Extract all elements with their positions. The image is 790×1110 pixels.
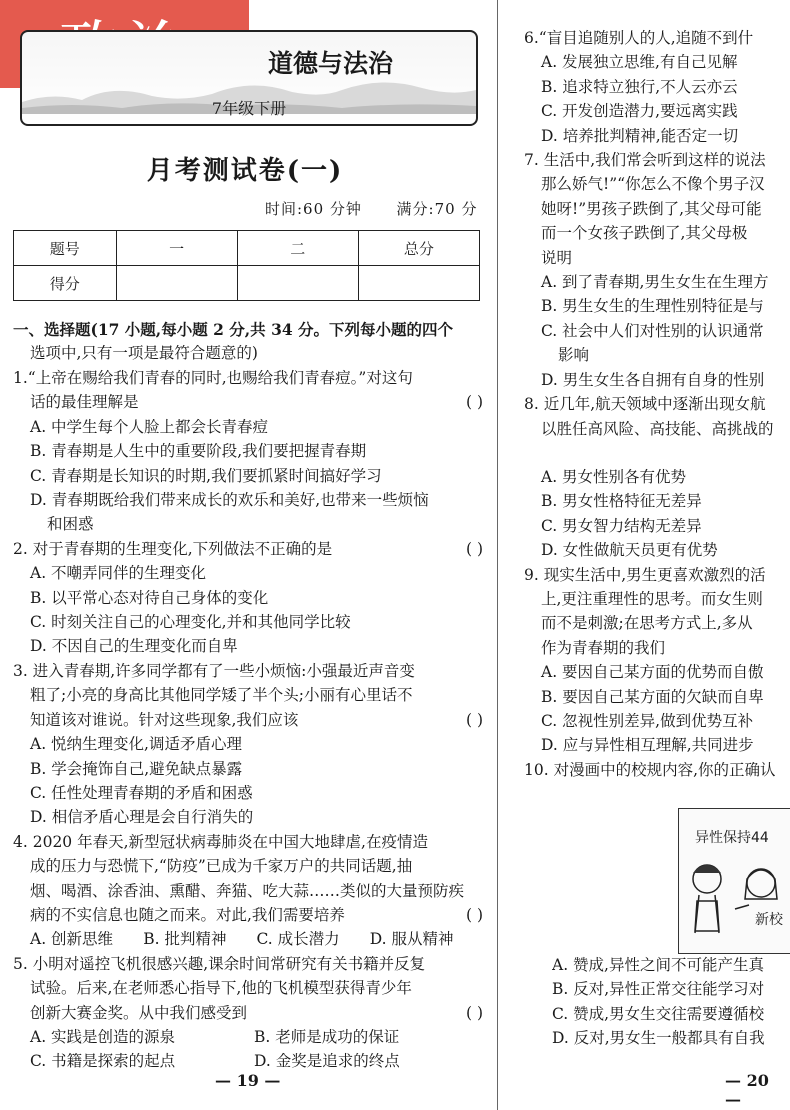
- option: A. 中学生每个人脸上都会长青春痘: [30, 417, 269, 436]
- answer-bracket: ( ): [465, 539, 483, 558]
- question-stem: 话的最佳理解是 ( ): [13, 390, 483, 414]
- score-row-label: 得分: [14, 266, 117, 301]
- question-stem: 4. 2020 年春天,新型冠状病毒肺炎在中国大地肆虐,在疫情造: [13, 832, 428, 851]
- question-stem: 知道该对谁说。针对这些现象,我们应该 ( ): [13, 708, 483, 732]
- cartoon-bubble: 异性保持44: [695, 830, 769, 846]
- option: C. 赞成,男女生交往需要遵循校: [552, 1004, 765, 1023]
- option: B. 男生女生的生理性别特征是与: [541, 297, 764, 316]
- option: C. 时刻关注自己的心理变化,并和其他同学比较: [30, 613, 351, 632]
- page-number-left: — 19 —: [215, 1071, 281, 1090]
- option: A. 不嘲弄同伴的生理变化: [30, 564, 207, 583]
- question-stem: 粗了;小亮的身高比其他同学矮了半个头;小丽有心里话不: [30, 686, 413, 705]
- option: D. 反对,男女生一般都具有自我: [552, 1029, 765, 1048]
- option: C. 成长潜力: [256, 930, 340, 949]
- score-table: [13, 230, 480, 301]
- option: D. 青春期既给我们带来成长的欢乐和美好,也带来一些烦恼: [30, 491, 429, 510]
- option: D. 女性做航天员更有优势: [541, 541, 718, 560]
- text-line: 作为青春期的我们: [541, 638, 666, 657]
- option: B. 青春期是人生中的重要阶段,我们要把握青春期: [30, 442, 367, 461]
- question-stem: 6.“盲目追随别人的人,追随不到什: [524, 29, 754, 47]
- option: C. 忽视性别差异,做到优势互补: [541, 711, 754, 730]
- option: A. 实践是创造的源泉: [30, 1027, 176, 1046]
- option: B. 学会掩饰自己,避免缺点暴露: [30, 759, 243, 778]
- option: C. 社会中人们对性别的认识通常: [541, 321, 764, 340]
- page-divider: [497, 0, 498, 1110]
- score-cell: [116, 266, 237, 301]
- option: B. 老师是成功的保证: [254, 1027, 400, 1046]
- text-line: 说明: [541, 248, 573, 267]
- option: A. 男女性别各有优势: [541, 467, 687, 486]
- option: D. 服从精神: [369, 930, 454, 949]
- text-line: 她呀!”男孩子跌倒了,其父母可能: [541, 199, 762, 218]
- score-cell: [237, 266, 358, 301]
- option: C. 书籍是探索的起点: [30, 1052, 176, 1071]
- exam-meta: [265, 198, 477, 219]
- question-stem: 8. 近几年,航天领域中逐渐出现女航: [524, 395, 766, 414]
- text-line: 而不是刺激;在思考方式上,多从: [541, 614, 753, 633]
- option: B. 男女性格特征无差异: [541, 492, 702, 511]
- q10-options: [552, 953, 790, 1051]
- answer-bracket: ( ): [465, 710, 483, 729]
- exam-title: 月考测试卷(一): [146, 156, 344, 186]
- answer-bracket: ( ): [465, 393, 483, 412]
- option: D. 男生女生各自拥有自身的性别: [541, 370, 765, 389]
- question-stem: 5. 小明对遥控飞机很感兴趣,课余时间常研究有关书籍并反复: [13, 954, 426, 973]
- option: B. 要因自己某方面的欠缺而自卑: [541, 687, 764, 706]
- option: A. 赞成,异性之间不可能产生真: [552, 956, 764, 974]
- subject-title: 道德与法治: [268, 49, 394, 78]
- option: A. 要因自己某方面的优势而自傲: [541, 663, 764, 682]
- option: C. 男女智力结构无差异: [541, 516, 702, 535]
- option: C. 开发创造潜力,要远离实践: [541, 102, 738, 121]
- option: B. 反对,异性正常交往能学习对: [552, 980, 765, 999]
- text-line: 影响: [558, 346, 590, 365]
- answer-bracket: ( ): [465, 1003, 483, 1022]
- option: A. 创新思维: [30, 930, 114, 949]
- text-line: [524, 441, 790, 465]
- page-number-right: — 20 —: [725, 1071, 769, 1109]
- option: D. 不因自己的生理变化而自卑: [30, 637, 238, 656]
- answer-bracket: ( ): [465, 905, 483, 924]
- section-heading: [13, 318, 483, 365]
- option: D. 应与异性相互理解,共同进步: [541, 736, 754, 755]
- score-table-row: [14, 266, 480, 301]
- exam-full-score: 满分:70 分: [396, 200, 478, 218]
- grade-label: 7年级下册: [211, 99, 287, 118]
- cartoon-image: [678, 808, 790, 954]
- option-row: [13, 927, 483, 951]
- text-line: 以胜任高风险、高技能、高挑战的: [541, 419, 774, 438]
- question-stem: 7. 生活中,我们常会听到这样的说法: [524, 151, 766, 170]
- option: D. 培养批判精神,能否定一切: [541, 126, 739, 145]
- option: B. 批判精神: [143, 930, 227, 949]
- question-stem: 3. 进入青春期,许多同学都有了一些小烦恼:小强最近声音变: [13, 661, 415, 680]
- right-column: [524, 26, 790, 782]
- option: C. 任性处理青春期的矛盾和困惑: [30, 783, 253, 802]
- option: C. 青春期是长知识的时期,我们要抓紧时间搞好学习: [30, 466, 382, 485]
- score-cell: [358, 266, 479, 301]
- option: 和困惑: [47, 515, 94, 534]
- cartoon-sign: 新校: [755, 912, 783, 928]
- left-column: [13, 366, 483, 1074]
- option: A. 发展独立思维,有自己见解: [541, 53, 738, 72]
- question-stem: 1.“上帝在赐给我们青春的同时,也赐给我们青春痘。”对这句: [13, 369, 413, 387]
- question-stem: 烟、喝酒、涂香油、熏醋、奔猫、吃大蒜……类似的大量预防疾: [30, 881, 465, 900]
- option: B. 以平常心态对待自己身体的变化: [30, 588, 269, 607]
- question-stem: 10. 对漫画中的校规内容,你的正确认: [524, 760, 776, 779]
- score-table-header: 题号: [14, 231, 117, 266]
- question-stem: 病的不实信息也随之而来。对此,我们需要培养 ( ): [13, 903, 483, 927]
- question-stem: 2. 对于青春期的生理变化,下列做法不正确的是 ( ): [13, 537, 483, 561]
- score-table-header: 二: [237, 231, 358, 266]
- question-stem: 9. 现实生活中,男生更喜欢激烈的活: [524, 565, 766, 584]
- text-line: 而一个女孩子跌倒了,其父母极: [541, 224, 748, 243]
- option-row: [13, 1025, 483, 1049]
- option: D. 金奖是追求的终点: [254, 1052, 400, 1071]
- question-stem: 创新大赛金奖。从中我们感受到 ( ): [13, 1001, 483, 1025]
- section-line: 选项中,只有一项是最符合题意的): [30, 344, 258, 362]
- text-line: 那么娇气!”“你怎么不像个男子汉: [541, 175, 765, 194]
- option: A. 悦纳生理变化,调适矛盾心理: [30, 735, 242, 754]
- text-line: 上,更注重理性的思考。而女生则: [541, 589, 763, 608]
- question-stem: 成的压力与恐慌下,“防疫”已成为千家万户的共同话题,抽: [30, 857, 413, 876]
- option: B. 追求特立独行,不人云亦云: [541, 77, 738, 96]
- cartoon-figures-icon: [679, 809, 790, 953]
- question-stem: 试验。后来,在老师悉心指导下,他的飞机模型获得青少年: [30, 979, 412, 998]
- score-table-header-row: [14, 231, 480, 266]
- option: A. 到了青春期,男生女生在生理方: [541, 273, 769, 292]
- exam-time: 时间:60 分钟: [265, 200, 362, 218]
- book-header: [20, 30, 478, 126]
- section-line: 一、选择题(17 小题,每小题 2 分,共 34 分。下列每小题的四个: [13, 320, 454, 339]
- score-table-header: 总分: [358, 231, 479, 266]
- score-table-header: 一: [116, 231, 237, 266]
- option: D. 相信矛盾心理是会自行消失的: [30, 808, 254, 827]
